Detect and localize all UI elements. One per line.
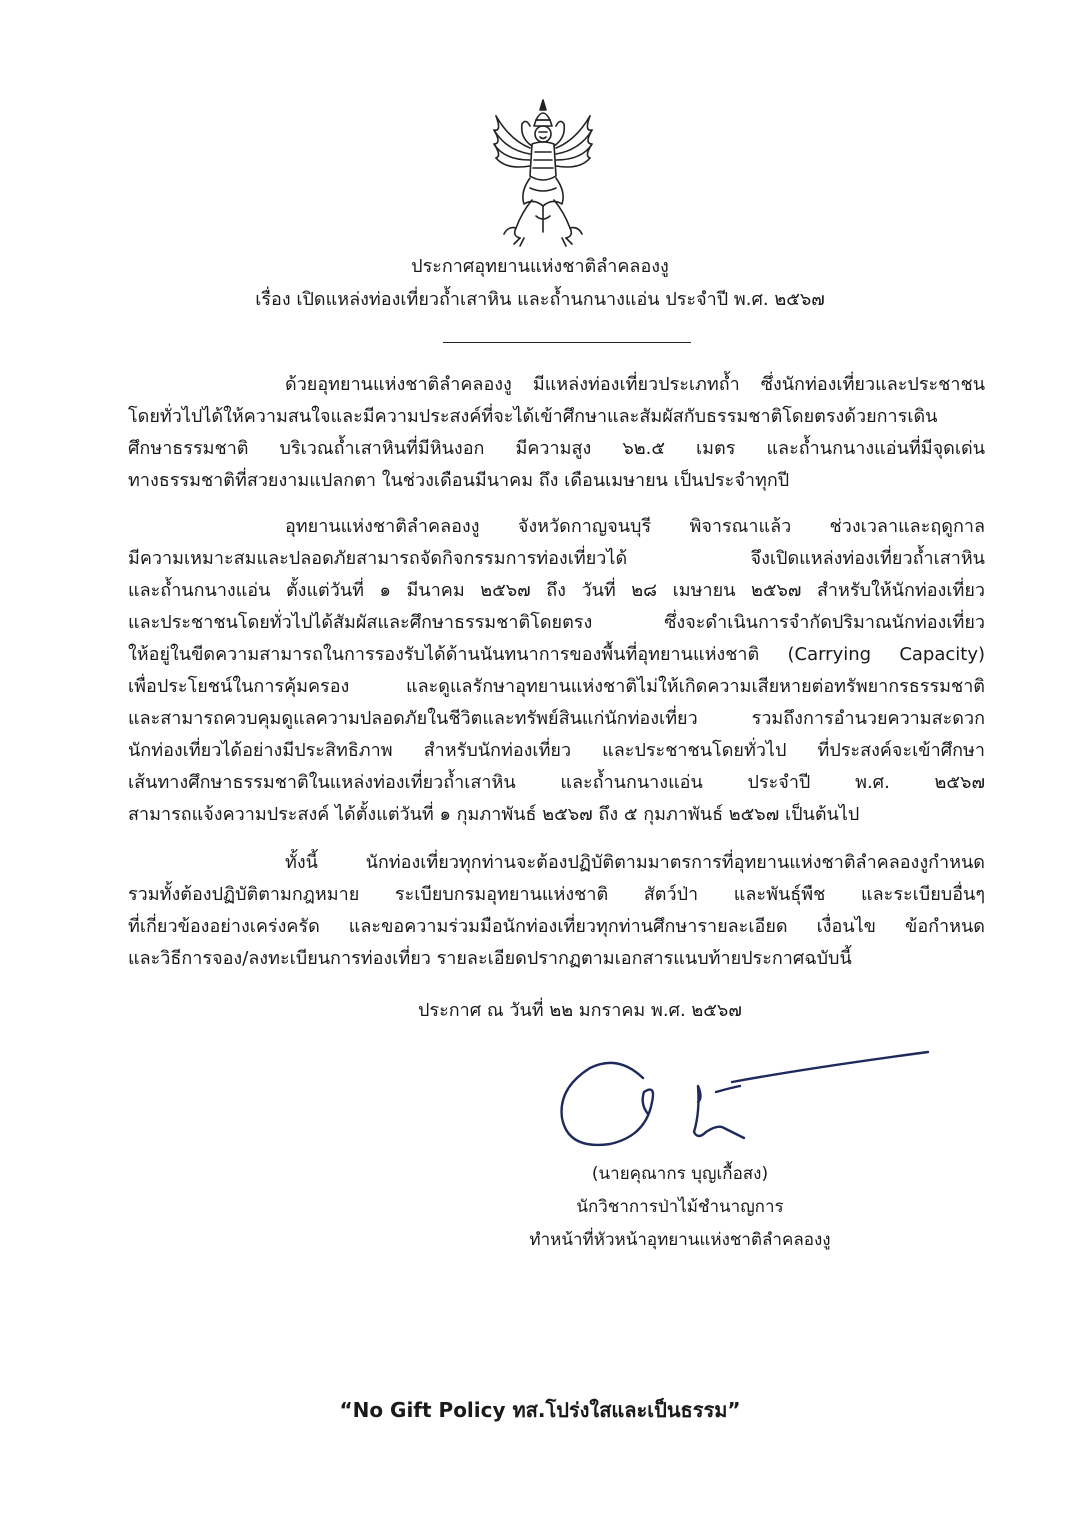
- paragraph-2: [128, 511, 985, 831]
- signer-position: นักวิชาการป่าไม้ชำนาญการ: [576, 1197, 784, 1217]
- signer-name: (นายคุณากร บุญเกื้อสง): [591, 1164, 769, 1184]
- garuda-emblem-icon: [490, 96, 596, 248]
- paragraph-line: และวิธีการจอง/ลงทะเบียนการท่องเที่ยว รายละเอียดปรากฏตามเอกสารแนบท้ายประกาศฉบับนี้: [128, 948, 852, 969]
- announcement-subject: เรื่อง เปิดแหล่งท่องเที่ยวถ้ำเสาหิน และถ้ำนกนางแอ่น ประจำปี พ.ศ. ๒๕๖๗: [255, 289, 825, 310]
- paragraph-3: [128, 847, 985, 975]
- paragraph-line: ทั้งนี้ นักท่องเที่ยวทุกท่านจะต้องปฏิบัติตามมาตรการที่อุทยานแห่งชาติลำคลองงูกำหนด: [285, 852, 985, 873]
- paragraph-line: โดยทั่วไปได้ให้ความสนใจและมีความประสงค์ที่จะได้เข้าศึกษาและสัมผัสกับธรรมชาติโดยตรงด้วยการเดิน: [128, 406, 938, 427]
- paragraph-line: เพื่อประโยชน์ในการคุ้มครอง และดูแลรักษาอุทยานแห่งชาติไม่ให้เกิดความเสียหายต่อทรัพยากรธรรมชาติ: [128, 676, 985, 697]
- announcement-title: ประกาศอุทยานแห่งชาติลำคลองงู: [411, 256, 669, 277]
- paragraph-line: ศึกษาธรรมชาติ บริเวณถ้ำเสาหินที่มีหินงอก มีความสูง ๖๒.๕ เมตร และถ้ำนกนางแอ่นที่มีจุดเด่น: [128, 438, 985, 459]
- proclamation-date: ประกาศ ณ วันที่ ๒๒ มกราคม พ.ศ. ๒๕๖๗: [418, 1000, 742, 1021]
- paragraph-line: และสามารถควบคุมดูแลความปลอดภัยในชีวิตและทรัพย์สินแก่นักท่องเที่ยว รวมถึงการอำนวยความสะดวก: [128, 708, 985, 729]
- paragraph-1: [128, 369, 985, 497]
- paragraph-line: นักท่องเที่ยวได้อย่างมีประสิทธิภาพ สำหรับนักท่องเที่ยว และประชาชนโดยทั่วไป ที่ประสงค์จะเข้าศึกษา: [128, 740, 985, 761]
- no-gift-policy-slogan: “No Gift Policy ทส.โปร่งใสและเป็นธรรม”: [339, 1398, 741, 1422]
- paragraph-line: ทางธรรมชาติที่สวยงามแปลกตา ในช่วงเดือนมีนาคม ถึง เดือนเมษายน เป็นประจำทุกปี: [128, 470, 790, 491]
- paragraph-line: และประชาชนโดยทั่วไปได้สัมผัสและศึกษาธรรมชาติโดยตรง ซึ่งจะดำเนินการจำกัดปริมาณนักท่องเที่ยว: [128, 612, 985, 633]
- paragraph-line: อุทยานแห่งชาติลำคลองงู จังหวัดกาญจนบุรี พิจารณาแล้ว ช่วงเวลาและฤดูกาล: [285, 516, 985, 537]
- paragraph-line: ด้วยอุทยานแห่งชาติลำคลองงู มีแหล่งท่องเที่ยวประเภทถ้ำ ซึ่งนักท่องเที่ยวและประชาชน: [285, 374, 985, 395]
- signature-image: [548, 1040, 933, 1158]
- paragraph-line: สามารถแจ้งความประสงค์ ได้ตั้งแต่วันที่ ๑ กุมภาพันธ์ ๒๕๖๗ ถึง ๕ กุมภาพันธ์ ๒๕๖๗ เป็นต้นไป: [128, 804, 860, 825]
- signer-acting-role: ทำหน้าที่หัวหน้าอุทยานแห่งชาติลำคลองงู: [529, 1230, 831, 1250]
- paragraph-line: เส้นทางศึกษาธรรมชาติในแหล่งท่องเที่ยวถ้ำเสาหิน และถ้ำนกนางแอ่น ประจำปี พ.ศ. ๒๕๖๗: [128, 772, 985, 793]
- paragraph-line: มีความเหมาะสมและปลอดภัยสามารถจัดกิจกรรมการท่องเที่ยวได้ จึงเปิดแหล่งท่องเที่ยวถ้ำเสาหิน: [128, 548, 985, 569]
- paragraph-line: ให้อยู่ในขีดความสามารถในการรองรับได้ด้านนันทนาการของพื้นที่อุทยานแห่งชาติ (Carrying Capacity): [128, 644, 985, 665]
- paragraph-line: รวมทั้งต้องปฏิบัติตามกฎหมาย ระเบียบกรมอุทยานแห่งชาติ สัตว์ป่า และพันธุ์พืช และระเบียบอื่นๆ: [128, 884, 985, 905]
- heading-divider: [443, 342, 691, 343]
- paragraph-line: และถ้ำนกนางแอ่น ตั้งแต่วันที่ ๑ มีนาคม ๒๕๖๗ ถึง วันที่ ๒๘ เมษายน ๒๕๖๗ สำหรับให้นักท่องเที่ยว: [128, 580, 985, 601]
- paragraph-line: ที่เกี่ยวข้องอย่างเคร่งครัด และขอความร่วมมือนักท่องเที่ยวทุกท่านศึกษารายละเอียด เงื่อนไข ข้อกำหนด: [128, 916, 985, 937]
